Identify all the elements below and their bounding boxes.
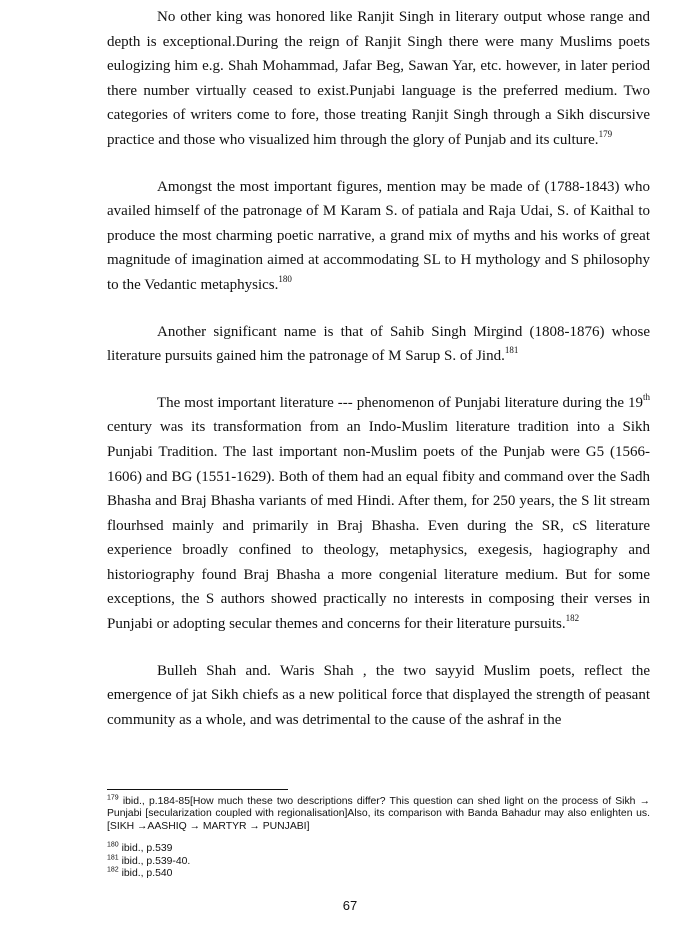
footnote-ref-180: 180: [278, 273, 292, 284]
footnote-text: ibid., p.539-40.: [121, 855, 191, 867]
page-number: 67: [342, 898, 358, 913]
footnote-179: [107, 796, 650, 833]
footnote-182: [107, 868, 650, 880]
footnote-ref-179: 179: [598, 128, 613, 139]
paragraph-text: Bulleh Shah and. Waris Shah , the two sayyid Muslim poets, reflect the emergence of jat Sikh chiefs as a new political force that displayed the strength of peasant community as a whole, and was detrimental to the cause of the ashraf in the: [107, 662, 650, 728]
paragraph-important-figures: [107, 175, 650, 298]
footnotes-section: [107, 796, 650, 880]
footnote-text: ibid., p.184-85[How much these two descriptions differ? This question can shed light on the process of Sikh → Punjabi [secularization coupled with regionalisation]Also, its comparison with Banda Bahadur may also enlighten us.[SIKH →AASHIQ → MARTYR → PUNJABI]: [107, 796, 650, 832]
paragraph-sahib-singh-mirgind: [107, 320, 650, 369]
ordinal-superscript: th: [642, 391, 650, 402]
paragraph-text: Another significant name is that of Sahib Singh Mirgind (1808-1876) whose literature pursuits gained him the patronage of M Sarup S. of Jind.: [107, 323, 650, 365]
paragraph-bulleh-waris-shah: [107, 659, 650, 733]
footnote-number: 182: [107, 866, 119, 874]
paragraph-19th-century-transformation: [107, 391, 650, 637]
paragraph-text: No other king was honored like Ranjit Singh in literary output whose range and depth is exceptional.During the reign of Ranjit Singh there were many Muslims poets eulogizing him e.g. Shah Mohammad, Jafar Beg, Sawan Yar, etc. however, in later period there number virtually ceased to exist.Punjabi language is the preferred medium. Two categories of writers come to fore, those treating Ranjit Singh through a Sikh discursive practice and those who visualized him through the glory of Punjab and its culture.: [107, 9, 650, 148]
footnote-text: ibid., p.540: [121, 868, 173, 880]
footnote-separator-rule: [107, 789, 288, 790]
footnote-number: 181: [107, 854, 119, 862]
footnote-ref-181: 181: [504, 345, 519, 356]
footnote-181: [107, 856, 650, 868]
footnote-spacer: [107, 833, 650, 843]
paragraph-ranjit-singh-literature: [107, 5, 650, 153]
footnote-text: ibid., p.539: [121, 843, 173, 855]
paragraph-text-start: The most important literature --- phenomenon of Punjabi literature during the 19: [157, 394, 643, 411]
paragraph-text: century was its transformation from an Indo-Muslim literature tradition into a Sikh Punjabi Tradition. The last important non-Muslim poets of the Punjab were G5 (1566-1606) and BG (1551-1629). Both of them had an equal fibity and command over the Sadh Bhasha and Braj Bhasha variants of med Hindi. After them, for 250 years, the S lit stream flourhsed mainly and primarily in Braj Bhasha. Even during the SR, cS literature experience broadly confined to theology, metaphysics, exegesis, hagiography and historiography found Braj Bhasha a more congenial literature medium. But for some exceptions, the S authors showed practically no interests in composing their verses in Punjabi or adopting secular themes and concerns for their literature pursuits.: [107, 419, 650, 633]
page-body: [107, 5, 650, 756]
paragraph-text: Amongst the most important figures, mention may be made of (1788-1843) who availed himself of the patronage of M Karam S. of patiala and Raja Udai, S. of Kaithal to produce the most charming poetic narrative, a grand mix of myths and his works of great magnitude of imagination aimed at accommodating SL to H mythology and S philosophy to the Vedantic metaphysics.: [107, 178, 650, 293]
footnote-ref-182: 182: [565, 613, 580, 624]
footnote-number: 180: [107, 841, 119, 849]
footnote-180: [107, 843, 650, 855]
footnote-number: 179: [107, 794, 119, 802]
